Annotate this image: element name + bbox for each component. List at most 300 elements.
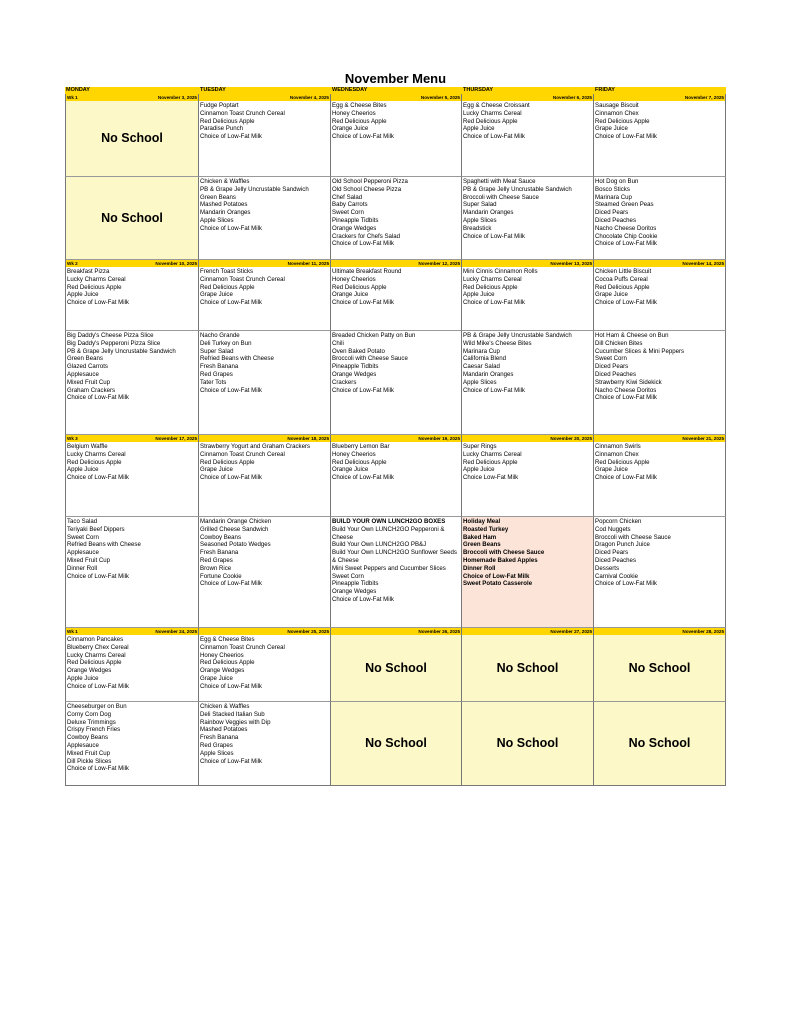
menu-cell: [331, 442, 462, 517]
menu-item: Pineapple Tidbits: [332, 363, 379, 371]
menu-item: Red Delicious Apple: [200, 117, 255, 125]
menu-item: Cinnamon Chex: [595, 109, 639, 117]
menu-item: Desserts: [595, 564, 620, 572]
menu-item: Choice of Low-Fat Milk: [463, 386, 525, 394]
no-school-cell: [65, 177, 199, 260]
menu-item: Dill Pickle Slices: [67, 757, 112, 765]
menu-item: Choice of Low-Fat Milk: [595, 133, 657, 141]
no-school-cell: [462, 702, 594, 786]
menu-item: Crispy French Fries: [67, 726, 121, 734]
menu-item: Cowboy Beans: [200, 533, 241, 541]
menu-item: Sausage Biscuit: [595, 102, 639, 109]
menu-item: Chili: [332, 339, 344, 347]
menu-item: Choice of Low-Fat Milk: [463, 572, 530, 580]
date-label: November 3, 2025: [157, 95, 197, 100]
menu-cell: [65, 702, 199, 786]
date-label: November 18, 2025: [287, 436, 329, 441]
week-date-bar: [462, 435, 594, 442]
menu-item: Choice of Low-Fat Milk: [595, 474, 657, 482]
menu-item: Breakfast Pizza: [67, 268, 110, 275]
menu-item: Grape Juice: [200, 291, 233, 299]
menu-item: PB & Grape Jelly Uncrustable Sandwich: [200, 185, 309, 193]
menu-cell: [462, 177, 594, 260]
no-school-cell: [462, 635, 594, 702]
menu-item: Big Daddy's Pepperoni Pizza Slice: [67, 339, 161, 347]
week-date-bar: [462, 94, 594, 101]
menu-item: Super Salad: [463, 201, 497, 209]
menu-item: Oven Baked Potato: [332, 347, 385, 355]
menu-cell: [594, 101, 726, 177]
menu-item: Choice of Low-Fat Milk: [200, 133, 262, 141]
no-school-label: No School: [628, 736, 691, 751]
menu-item: Apple Juice: [67, 291, 99, 299]
menu-item: Choice of Low-Fat Milk: [200, 474, 262, 482]
date-label: November 27, 2025: [550, 629, 592, 634]
menu-item: Broccoli with Cheese Sauce: [332, 355, 408, 363]
menu-item: Orange Wedges: [332, 588, 377, 596]
day-header-friday: FRIDAY: [594, 87, 726, 94]
menu-item: Taco Salad: [67, 518, 98, 525]
menu-cell: [331, 267, 462, 331]
menu-item: Super Salad: [200, 347, 234, 355]
menu-item: Diced Pears: [595, 363, 629, 371]
menu-item: Chicken & Waffles: [200, 703, 250, 710]
menu-item: Cinnamon Toast Crunch Cereal: [200, 275, 285, 283]
menu-item: Red Delicious Apple: [200, 283, 255, 291]
menu-item: Apple Slices: [200, 216, 234, 224]
menu-item: Orange Wedges: [332, 224, 377, 232]
menu-item: Mixed Fruit Cup: [67, 749, 111, 757]
menu-item: Cinnamon Pancakes: [67, 636, 124, 643]
menu-item: Carnival Cookie: [595, 572, 639, 580]
week-date-bar: [199, 94, 331, 101]
date-label: November 20, 2025: [550, 436, 592, 441]
menu-item: Fresh Banana: [200, 734, 239, 742]
week-date-bar: [462, 628, 594, 635]
menu-item: Choice of Low-Fat Milk: [200, 386, 262, 394]
menu-item: Belgium Waffle: [67, 443, 108, 450]
menu-item: Grape Juice: [200, 674, 233, 682]
menu-item: Old School Pepperoni Pizza: [332, 178, 408, 185]
menu-item: Dinner Roll: [463, 564, 496, 572]
menu-item: Choice of Low-Fat Milk: [67, 394, 129, 402]
no-school-cell: [65, 101, 199, 177]
no-school-cell: [594, 702, 726, 786]
menu-item: Mandarin Orange Chicken: [200, 518, 272, 525]
menu-item: Deli Stacked Italian Sub: [200, 710, 265, 718]
menu-item: Caesar Salad: [463, 363, 500, 371]
menu-item: Choice of Low-Fat Milk: [67, 682, 129, 690]
menu-cell: [462, 101, 594, 177]
menu-item: Diced Pears: [595, 209, 629, 217]
menu-item: California Blend: [463, 355, 507, 363]
menu-item: Holiday Meal: [463, 518, 501, 525]
menu-item: Honey Cheerios: [200, 651, 244, 659]
no-school-cell: [331, 702, 462, 786]
week-label: Wk 1: [67, 629, 78, 634]
menu-item: Wild Mike's Cheese Bites: [463, 339, 532, 347]
no-school-label: No School: [496, 660, 559, 675]
menu-item: Apple Juice: [67, 674, 99, 682]
menu-cell: [331, 517, 462, 628]
menu-item: Fresh Banana: [200, 549, 239, 557]
no-school-label: No School: [365, 660, 427, 675]
menu-item: Cinnamon Chex: [595, 450, 639, 458]
menu-cell: [199, 517, 331, 628]
menu-item: Sweet Corn: [332, 209, 364, 217]
menu-item: PB & Grape Jelly Uncrustable Sandwich: [67, 347, 176, 355]
menu-item: Red Grapes: [200, 370, 233, 378]
menu-item: Red Delicious Apple: [332, 458, 387, 466]
no-school-label: No School: [101, 210, 163, 225]
menu-item: Refried Beans with Cheese: [200, 355, 274, 363]
menu-item: Baked Ham: [463, 533, 497, 541]
menu-cell: [594, 517, 726, 628]
week-date-bar: [65, 435, 199, 442]
menu-item: Deluxe Trimmings: [67, 718, 116, 726]
date-label: November 25, 2025: [287, 629, 329, 634]
menu-item: Choice of Low-Fat Milk: [67, 299, 129, 307]
menu-item: Spaghetti with Meat Sauce: [463, 178, 536, 185]
menu-item: Choice of Low-Fat Milk: [200, 580, 262, 588]
menu-item: Mandarin Oranges: [463, 370, 514, 378]
menu-item: Lucky Charms Cereal: [67, 651, 126, 659]
menu-item: Diced Peaches: [595, 556, 636, 564]
menu-cell: [199, 442, 331, 517]
menu-item: Popcorn Chicken: [595, 518, 642, 525]
date-label: November 13, 2025: [550, 261, 592, 266]
date-label: November 17, 2025: [155, 436, 197, 441]
menu-item: Apple Slices: [200, 749, 234, 757]
week-label: Wk 1: [67, 95, 78, 100]
menu-cell: [462, 331, 594, 435]
menu-item: Green Beans: [67, 355, 103, 363]
menu-cell: [199, 101, 331, 177]
menu-item: Egg & Cheese Bites: [200, 636, 255, 643]
menu-item: Lucky Charms Cereal: [67, 450, 126, 458]
menu-cell: [331, 177, 462, 260]
menu-item: Corny Corn Dog: [67, 710, 112, 718]
menu-item: Red Delicious Apple: [67, 659, 122, 667]
menu-item: Red Grapes: [200, 741, 233, 749]
menu-item: Choice of Low-Fat Milk: [200, 757, 262, 765]
week-date-bar: [65, 260, 199, 267]
menu-item: Dinner Roll: [67, 564, 98, 572]
menu-item: Choice of Low-Fat Milk: [332, 299, 394, 307]
menu-item: Cinnamon Toast Crunch Cereal: [200, 109, 285, 117]
menu-item: Red Delicious Apple: [200, 659, 255, 667]
menu-cell: [65, 517, 199, 628]
menu-item: Cucumber Slices & Mini Peppers: [595, 347, 685, 355]
menu-item: Red Delicious Apple: [463, 283, 518, 291]
menu-item: Honey Cheerios: [332, 450, 376, 458]
menu-item: Mixed Fruit Cup: [67, 378, 111, 386]
menu-cell: [594, 331, 726, 435]
menu-item: Breadstick: [463, 224, 492, 232]
menu-item: Red Delicious Apple: [595, 117, 650, 125]
menu-item: Marinara Cup: [595, 193, 632, 201]
menu-item: Roasted Turkey: [463, 525, 509, 533]
menu-item: Graham Crackers: [67, 386, 116, 394]
menu-item: Orange Juice: [332, 466, 369, 474]
menu-item: Diced Peaches: [595, 216, 636, 224]
menu-item: Cinnamon Toast Crunch Cereal: [200, 450, 285, 458]
date-label: November 21, 2025: [682, 436, 724, 441]
menu-item: Apple Slices: [463, 378, 497, 386]
no-school-label: No School: [628, 660, 691, 675]
menu-item: Choice of Low-Fat Milk: [595, 580, 657, 588]
menu-cell: [65, 331, 199, 435]
menu-item: Deli Turkey on Bun: [200, 339, 252, 347]
date-label: November 19, 2025: [418, 436, 460, 441]
menu-item: Choice of Low-Fat Milk: [67, 572, 129, 580]
week-date-bar: [331, 260, 462, 267]
menu-item: Lucky Charms Cereal: [463, 275, 522, 283]
menu-item: PB & Grape Jelly Uncrustable Sandwich: [463, 332, 572, 339]
menu-item: Choice Low-Fat Milk: [463, 474, 519, 482]
menu-item: Pineapple Tidbits: [332, 216, 379, 224]
menu-item: Diced Peaches: [595, 370, 636, 378]
menu-item: Orange Wedges: [200, 667, 245, 675]
menu-item: Dragon Punch Juice: [595, 541, 650, 549]
week-date-bar: [594, 628, 726, 635]
week-date-bar: [462, 260, 594, 267]
menu-item: Apple Juice: [67, 466, 99, 474]
menu-item: Orange Juice: [332, 125, 369, 133]
menu-item: Red Delicious Apple: [67, 283, 122, 291]
menu-item: Glazed Carrots: [67, 363, 108, 371]
menu-item: Applesauce: [67, 741, 99, 749]
menu-cell: [199, 331, 331, 435]
menu-item: Grape Juice: [595, 466, 628, 474]
menu-item: Apple Juice: [463, 125, 495, 133]
menu-cell: [65, 635, 199, 702]
menu-item: Mixed Fruit Cup: [67, 556, 111, 564]
date-label: November 28, 2025: [682, 629, 724, 634]
menu-item: Choice of Low-Fat Milk: [595, 299, 657, 307]
menu-item: Bosco Sticks: [595, 185, 630, 193]
menu-item: Honey Cheerios: [332, 109, 376, 117]
menu-item: Lucky Charms Cereal: [463, 109, 522, 117]
date-label: November 11, 2025: [287, 261, 329, 266]
menu-item: Dill Chicken Bites: [595, 339, 643, 347]
menu-item: Sweet Potato Casserole: [463, 580, 533, 588]
menu-item: Choice of Low-Fat Milk: [67, 474, 129, 482]
menu-cell: [65, 442, 199, 517]
menu-item: Pineapple Tidbits: [332, 580, 379, 588]
menu-item: Homemade Baked Apples: [463, 556, 538, 564]
menu-item: Fudge Poptart: [200, 102, 239, 109]
week-date-bar: [331, 628, 462, 635]
date-label: November 14, 2025: [682, 261, 724, 266]
menu-cell: [199, 635, 331, 702]
menu-item: Chocolate Chip Cookie: [595, 232, 658, 240]
date-label: November 4, 2025: [289, 95, 329, 100]
menu-item: French Toast Sticks: [200, 268, 254, 275]
no-school-cell: [331, 635, 462, 702]
menu-item: Grape Juice: [200, 466, 233, 474]
menu-item: Nacho Cheese Doritos: [595, 224, 657, 232]
menu-heading: BUILD YOUR OWN LUNCH2GO BOXES: [332, 518, 446, 525]
day-header-monday: MONDAY: [65, 87, 199, 94]
menu-item: Red Delicious Apple: [67, 458, 122, 466]
menu-item: Chicken & Waffles: [200, 178, 250, 185]
menu-item: Mini Cinnis Cinnamon Rolls: [463, 268, 538, 275]
menu-item: Refried Beans with Cheese: [67, 541, 141, 549]
menu-cell: [331, 331, 462, 435]
menu-item: Apple Slices: [463, 216, 497, 224]
menu-item: Cinnamon Toast Crunch Cereal: [200, 643, 285, 651]
menu-cell: [462, 267, 594, 331]
date-label: November 12, 2025: [418, 261, 460, 266]
menu-item: Steamed Green Peas: [595, 201, 654, 209]
menu-item: Super Rings: [463, 443, 497, 450]
menu-item: Grape Juice: [595, 291, 628, 299]
menu-item: Baby Carrots: [332, 201, 368, 209]
menu-cell: [331, 101, 462, 177]
menu-item: Red Delicious Apple: [463, 117, 518, 125]
menu-item: Sweet Corn: [595, 355, 627, 363]
menu-item: Choice of Low-Fat Milk: [200, 224, 262, 232]
menu-item: Teriyaki Beef Dippers: [67, 525, 125, 533]
menu-item: Sweet Corn: [332, 572, 364, 580]
page-title: November Menu: [344, 71, 447, 86]
menu-item: Red Delicious Apple: [332, 117, 387, 125]
menu-item: Blueberry Chex Cereal: [67, 643, 129, 651]
menu-cell: [462, 442, 594, 517]
menu-item: Sweet Corn: [67, 533, 99, 541]
menu-item: Red Delicious Apple: [595, 458, 650, 466]
menu-item: Choice of Low-Fat Milk: [332, 474, 394, 482]
menu-item: Cod Nuggets: [595, 525, 631, 533]
week-label: Wk 2: [67, 261, 78, 266]
menu-item: Orange Wedges: [67, 667, 112, 675]
menu-item: Cowboy Beans: [67, 734, 108, 742]
menu-item: Apple Juice: [463, 291, 495, 299]
menu-item: Red Delicious Apple: [200, 458, 255, 466]
menu-item: Breaded Chicken Patty on Bun: [332, 332, 416, 339]
menu-cell: [594, 267, 726, 331]
menu-item: Choice of Low-Fat Milk: [332, 133, 394, 141]
menu-item: Red Grapes: [200, 556, 233, 564]
menu-item: Choice of Low-Fat Milk: [463, 133, 525, 141]
menu-item: Paradise Punch: [200, 125, 244, 133]
menu-item: Orange Wedges: [332, 370, 377, 378]
menu-item: Chef Salad: [332, 193, 363, 201]
menu-item: Big Daddy's Cheese Pizza Slice: [67, 332, 154, 339]
menu-cell: [462, 517, 594, 628]
menu-item: Choice of Low-Fat Milk: [67, 765, 129, 773]
menu-item: Choice of Low-Fat Milk: [332, 386, 394, 394]
menu-item: Applesauce: [67, 549, 99, 557]
menu-item: Red Delicious Apple: [332, 283, 387, 291]
week-date-bar: [331, 435, 462, 442]
menu-cell: [199, 177, 331, 260]
day-header-wednesday: WEDNESDAY: [331, 87, 462, 94]
menu-item: Grape Juice: [595, 125, 628, 133]
menu-item: Grilled Cheese Sandwich: [200, 525, 269, 533]
menu-item: Honey Cheerios: [332, 275, 376, 283]
menu-item: Lucky Charms Cereal: [463, 450, 522, 458]
menu-item: Hot Dog on Bun: [595, 178, 639, 185]
date-label: November 6, 2025: [552, 95, 592, 100]
no-school-label: No School: [101, 131, 163, 146]
menu-item: Choice of Low-Fat Milk: [463, 299, 525, 307]
menu-item: Cinnamon Swirls: [595, 443, 641, 450]
menu-item: Mashed Potatoes: [200, 201, 248, 209]
menu-item: Crackers: [332, 378, 357, 386]
menu-item: Build Your Own LUNCH2GO Pepperoni & Cheese: [332, 525, 445, 541]
menu-item: Chicken Little Biscuit: [595, 268, 652, 275]
menu-item: Red Delicious Apple: [463, 458, 518, 466]
week-date-bar: [594, 94, 726, 101]
week-date-bar: [199, 260, 331, 267]
menu-item: Cheeseburger on Bun: [67, 703, 127, 710]
date-label: November 26, 2025: [418, 629, 460, 634]
menu-item: Strawberry Kiwi Sidekick: [595, 378, 662, 386]
menu-item: Build Your Own LUNCH2GO Sunflower Seeds & Cheese: [332, 549, 457, 564]
date-label: November 5, 2025: [420, 95, 460, 100]
menu-item: Strawberry Yogurt and Graham Crackers: [200, 443, 311, 450]
menu-item: Ultimate Breakfast Round: [332, 268, 402, 275]
menu-item: Tater Tots: [200, 378, 227, 386]
menu-item: Broccoli with Cheese Sauce: [463, 549, 545, 557]
menu-item: Rainbow Veggies with Dip: [200, 718, 271, 726]
menu-item: Mandarin Oranges: [463, 209, 514, 217]
no-school-label: No School: [496, 736, 559, 751]
menu-item: Choice of Low-Fat Milk: [332, 595, 394, 603]
menu-item: Choice of Low-Fat Milk: [200, 299, 262, 307]
menu-item: Nacho Grande: [200, 332, 240, 339]
menu-item: Seasoned Potato Wedges: [200, 541, 271, 549]
menu-item: Hot Ham & Cheese on Bun: [595, 332, 669, 339]
no-school-label: No School: [365, 736, 427, 751]
menu-item: Egg & Cheese Bites: [332, 102, 387, 109]
day-header-tuesday: TUESDAY: [199, 87, 331, 94]
menu-item: Mashed Potatoes: [200, 726, 248, 734]
week-date-bar: [199, 628, 331, 635]
menu-item: Egg & Cheese Croissant: [463, 102, 530, 109]
menu-item: Build Your Own LUNCH2GO PB&J: [332, 541, 427, 549]
menu-cell: [199, 267, 331, 331]
menu-item: Orange Juice: [332, 291, 369, 299]
date-label: November 10, 2025: [155, 261, 197, 266]
menu-item: Cocoa Puffs Cereal: [595, 275, 648, 283]
menu-calendar: [65, 87, 726, 786]
menu-item: Red Delicious Apple: [595, 283, 650, 291]
menu-cell: [199, 702, 331, 786]
menu-item: Broccoli with Cheese Sauce: [463, 193, 539, 201]
menu-item: Applesauce: [67, 370, 99, 378]
menu-cell: [594, 442, 726, 517]
week-label: Wk 3: [67, 436, 78, 441]
week-date-bar: [594, 260, 726, 267]
day-header-thursday: THURSDAY: [462, 87, 594, 94]
week-date-bar: [331, 94, 462, 101]
week-date-bar: [65, 94, 199, 101]
menu-item: Green Beans: [200, 193, 236, 201]
menu-item: Green Beans: [463, 541, 501, 549]
no-school-cell: [594, 635, 726, 702]
menu-item: Choice of Low-Fat Milk: [332, 240, 394, 248]
date-label: November 24, 2025: [155, 629, 197, 634]
menu-item: Diced Pears: [595, 549, 629, 557]
date-label: November 7, 2025: [684, 95, 724, 100]
menu-item: Blueberry Lemon Bar: [332, 443, 390, 450]
week-date-bar: [199, 435, 331, 442]
menu-item: Choice of Low-Fat Milk: [595, 240, 657, 248]
menu-item: Nacho Cheese Doritos: [595, 386, 657, 394]
